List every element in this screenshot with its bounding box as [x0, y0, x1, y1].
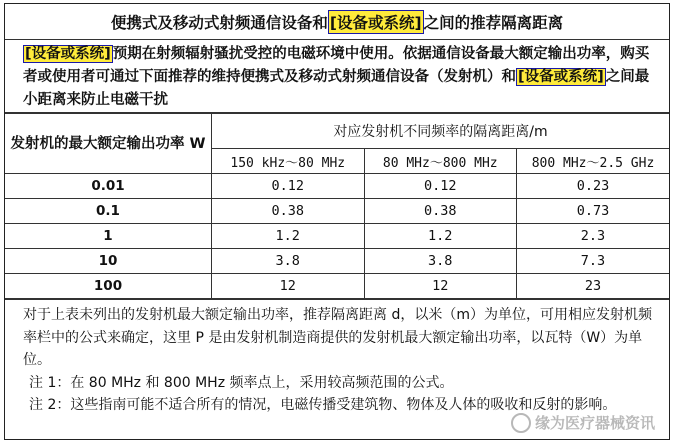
distance-header: 对应发射机不同频率的隔离距离/m — [212, 114, 670, 149]
distance-cell: 2.3 — [517, 224, 670, 249]
distance-cell: 3.8 — [212, 249, 365, 274]
distance-cell: 0.38 — [364, 199, 517, 224]
distance-cell: 0.38 — [212, 199, 365, 224]
title-highlight: [设备或系统] — [328, 10, 424, 34]
band-header-1: 150 kHz～80 MHz — [212, 149, 365, 174]
power-cell: 10 — [5, 249, 212, 274]
notes-paragraph: 对于上表未列出的发射机最大额定输出功率，推荐隔离距离 d，以米（m）为单位，可用相应发射机频率栏中的公式来确定，这里 P 是由发射机制造商提供的发射机最大额定输出功率，以瓦特（W）为单位。 — [23, 307, 652, 368]
distance-cell: 0.12 — [364, 174, 517, 199]
power-cell: 1 — [5, 224, 212, 249]
note-2: 注 2：这些指南可能不适合所有的情况，电磁传播受建筑物、物体及人体的吸收和反射的影响。 — [29, 397, 617, 413]
distance-cell: 3.8 — [364, 249, 517, 274]
table-row — [5, 249, 669, 274]
table-row — [5, 274, 669, 299]
distance-cell: 0.12 — [212, 174, 365, 199]
power-column-header: 发射机的最大额定输出功率 W — [5, 114, 212, 174]
emc-table-sheet — [4, 3, 670, 440]
table-title — [5, 4, 669, 40]
wechat-icon — [511, 413, 531, 433]
distance-cell: 0.23 — [517, 174, 670, 199]
distance-cell: 7.3 — [517, 249, 670, 274]
title-text-before: 便携式及移动式射频通信设备和 — [110, 13, 328, 32]
notes-section — [5, 299, 669, 417]
distance-cell: 1.2 — [212, 224, 365, 249]
distance-cell: 12 — [212, 274, 365, 299]
distance-cell: 23 — [517, 274, 670, 299]
title-text-after: 之间的推荐隔离距离 — [423, 13, 564, 32]
power-cell: 0.01 — [5, 174, 212, 199]
note-1: 注 1：在 80 MHz 和 800 MHz 频率点上，采用较高频范围的公式。 — [29, 374, 454, 391]
table-row — [5, 174, 669, 199]
intro-highlight-1: [设备或系统] — [25, 46, 111, 62]
distance-cell: 0.73 — [517, 199, 670, 224]
distance-cell: 1.2 — [364, 224, 517, 249]
band-header-3: 800 MHz～2.5 GHz — [517, 149, 670, 174]
watermark-text: 缘为医疗器械资讯 — [534, 414, 655, 432]
intro-text-2: 之间最小距离来防止电磁干扰 — [23, 69, 650, 108]
power-cell: 100 — [5, 274, 212, 299]
band-header-2: 80 MHz～800 MHz — [364, 149, 517, 174]
intro-highlight-2: [设备或系统] — [518, 69, 604, 85]
separation-distance-table — [5, 113, 669, 299]
table-row — [5, 199, 669, 224]
distance-cell: 12 — [364, 274, 517, 299]
intro-paragraph — [5, 40, 669, 113]
watermark — [511, 412, 655, 433]
table-row — [5, 224, 669, 249]
power-cell: 0.1 — [5, 199, 212, 224]
intro-text-1: 预期在射频辐射骚扰受控的电磁环境中使用。依据通信设备最大额定输出功率，购买者或使用者可通过下面推荐的维持便携式及移动式射频通信设备（发射机）和 — [23, 46, 650, 85]
